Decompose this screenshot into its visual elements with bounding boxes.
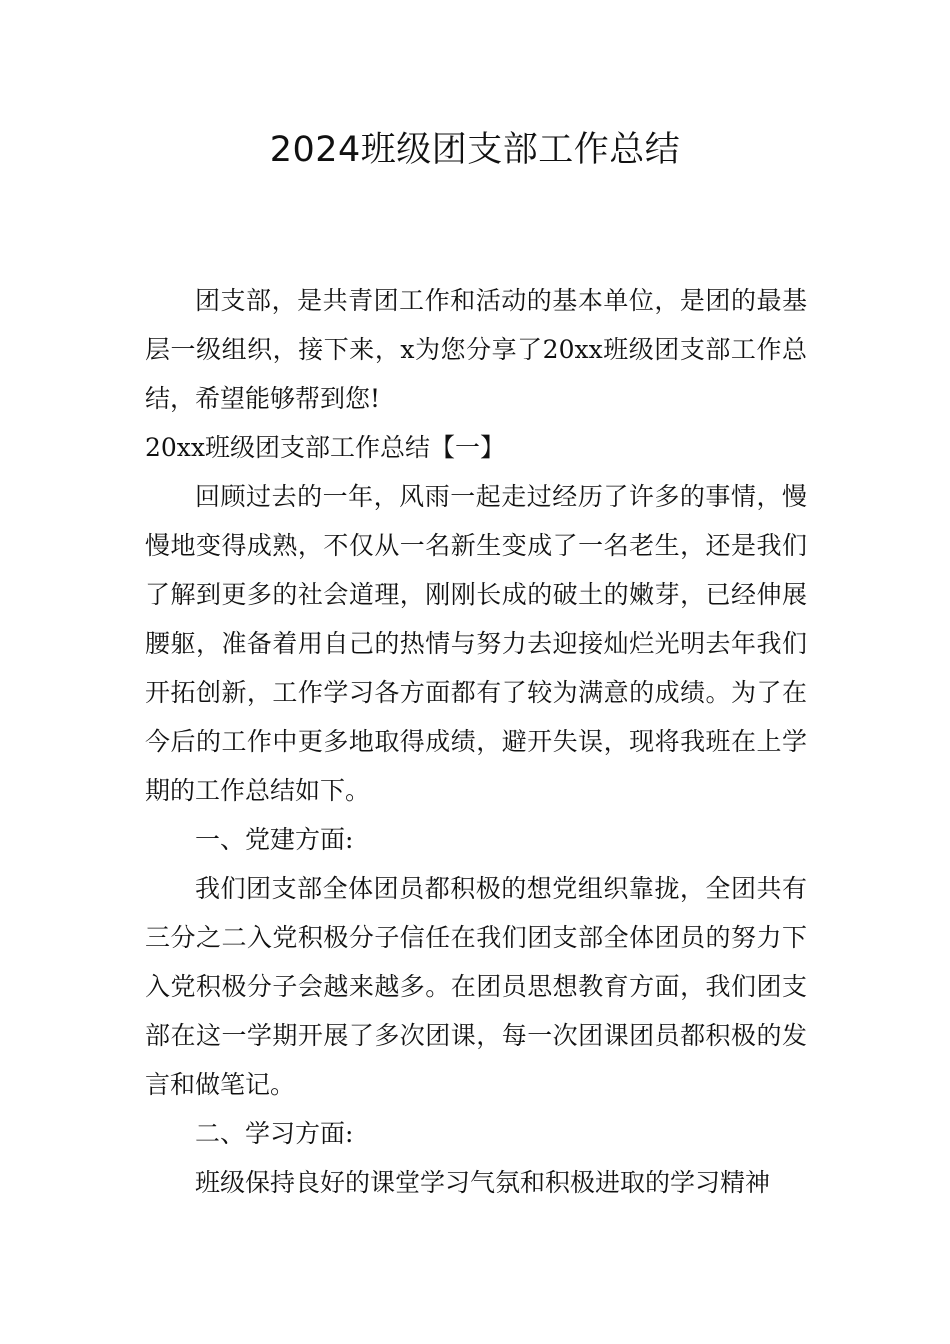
section-heading: 20xx班级团支部工作总结【一】 (145, 433, 506, 462)
intro-paragraph: 团支部，是共青团工作和活动的基本单位，是团的最基层一级组织，接下来，x为您分享了20xx班级团支部工作总结，希望能够帮到您! (145, 286, 807, 413)
document-title: 2024班级团支部工作总结 (269, 130, 681, 170)
document-body (145, 276, 807, 1207)
party-building-heading: 一、党建方面: (195, 825, 354, 854)
study-paragraph: 班级保持良好的课堂学习气氛和积极进取的学习精神 (195, 1168, 771, 1197)
study-heading: 二、学习方面: (195, 1119, 354, 1148)
party-building-paragraph: 我们团支部全体团员都积极的想党组织靠拢，全团共有三分之二入党积极分子信任在我们团支部全体团员的努力下入党积极分子会越来越多。在团员思想教育方面，我们团支部在这一学期开展了多次团课，每一次团课团员都积极的发言和做笔记。 (145, 874, 807, 1099)
review-paragraph: 回顾过去的一年，风雨一起走过经历了许多的事情，慢慢地变得成熟，不仅从一名新生变成了一名老生，还是我们了解到更多的社会道理，刚刚长成的破土的嫩芽，已经伸展腰躯，准备着用自己的热情与努力去迎接灿烂光明去年我们开拓创新，工作学习各方面都有了较为满意的成绩。为了在今后的工作中更多地取得成绩，避开失误，现将我班在上学期的工作总结如下。 (145, 482, 807, 805)
